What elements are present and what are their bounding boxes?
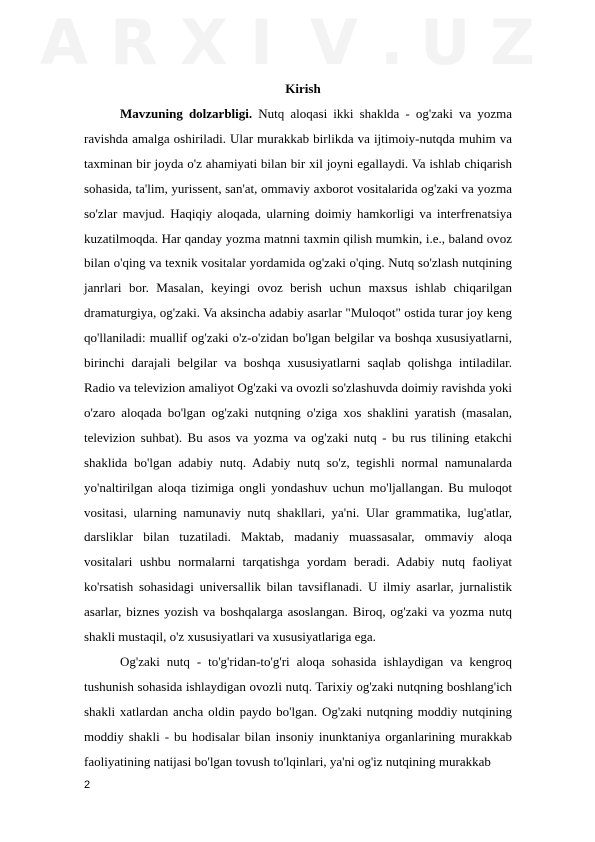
watermark-letter: U xyxy=(420,6,473,70)
paragraph-lead: Mavzuning dolzarbligi. xyxy=(120,106,253,121)
paragraph-oral-speech: Og'zaki nutq - to'g'ridan-to'g'ri aloqa sohasida ishlaydigan va kengroq tushunish sohasida ishlaydigan ovozli nutq. Tarixiy og'zaki nutqning boshlang'ich shakli xatlardan ancha oldin paydo bo'lgan. Og'zaki nutqning moddiy nutqining moddiy shakli - bu hodisalar bilan insoniy inunktaniya organlarining murakkab faoliyatining natijasi bo'lgan tovush to'lqinlari, ya'ni og'iz nutqining murakkab xyxy=(84,653,512,769)
watermark-logo xyxy=(0,0,595,70)
watermark-letter: Z xyxy=(490,6,537,70)
watermark-letter: . xyxy=(380,6,406,70)
paragraph-relevance xyxy=(84,102,512,650)
paragraph-body: Nutq aloqasi ikki shaklda - og'zaki va yozma ravishda amalga oshiriladi. Ular murakkab birlikda va ijtimoiy-nutqda muhim va taxminan bir joyda o'z ahamiyati bilan bir xil joyni egallaydi. Va ishlab chiqarish sohasida, ta'lim, yurissent, san'at, ommaviy axborot vositalarida og'zaki va yozma so'zlar mavjud. Haqiqiy aloqada, ularning doimiy hamkorligi va interfrenatsiya kuzatilmoqda. Har qanday yozma matnni taxmin qilish mumkin, i.e., baland ovoz bilan o'qing va texnik vositalar yordamida og'zaki o'qing. Nutq so'zlash nutqining janrlari bor. Masalan, keyingi ovoz berish uchun maxsus ishlab chiqarilgan dramaturgiya, og'zaki. Va aksincha adabiy asarlar "Muloqot" ostida turar joy keng qo'llaniladi: muallif og'zaki o'z-o'zidan bo'lgan belgilar va boshqa xususiyatlarni, birinchi darajali belgilar va boshqa xususiyatlarni saqlab qolishga intiladilar. Radio va televizion amaliyot Og'zaki va ovozli so'zlashuvda doimiy ravishda yoki o'zaro aloqada bo'lgan og'zaki nutqning o'ziga xos shaklini yaratish (masalan, televizion suhbat). Bu asos va yozma va og'zaki nutq - bu rus tilining etakchi shaklida bo'lgan adabiy nutq. Adabiy nutq so'z, tegishli normal namunalarda yo'naltirilgan aloqa tizimiga ongli yondashuv uchun mo'ljallangan. Bu muloqot vositasi, ularning namunaviy nutq shakllari, ya'ni. Ular grammatika, lug'atlar, darsliklar bilan tuzatiladi. Maktab, madaniy muassasalar, ommaviy aloqa vositalari ushbu normalarni tarqatishga yordam beradi. Adabiy nutq faoliyat ko'rsatish sohasidagi universallik bilan tavsiflanadi. U ilmiy asarlar, jurnalistik asarlar, biznes yozish va boshqalarga asoslangan. Biroq, og'zaki va yozma nutq shakli mustaqil, o'z xususiyatlari va xususiyatlariga ega. xyxy=(84,106,512,645)
watermark-letter: I xyxy=(250,6,276,70)
watermark-letter: X xyxy=(180,6,230,70)
watermark-letter: R xyxy=(110,6,160,70)
watermark-letter: A xyxy=(40,6,90,70)
section-heading: Kirish xyxy=(285,81,321,96)
page-content xyxy=(84,78,512,774)
page-number: 2 xyxy=(84,779,91,791)
watermark-letter: V xyxy=(310,6,360,70)
